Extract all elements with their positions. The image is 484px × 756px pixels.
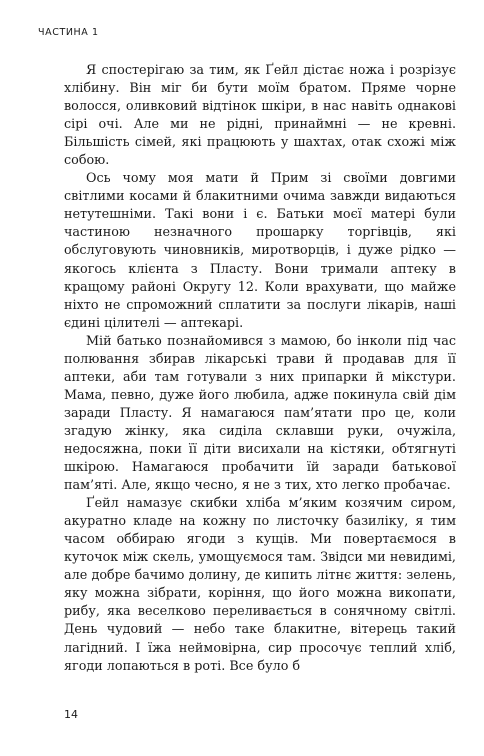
running-head: ЧАСТИНА 1 bbox=[38, 27, 99, 38]
paragraph-2: Ось чому моя мати й Прим зі своїми довгими світлими косами й блакитними очима завжди видаються нетутешніми. Такі вони і є. Батьки моєї матері були частиною незначного прошарку торгівців, які обслуговують чиновників, миротворців, і дуже рідко — якогось клієнта з Пласту. Вони тримали аптеку в кращому районі Округу 12. Коли врахувати, що майже ніхто не спроможний сплатити за послуги лікарів, наші єдині цілителі — аптекарі. bbox=[64, 171, 456, 331]
paragraph-3: Мій батько познайомився з мамою, бо інколи під час полювання збирав лікарські трави й продавав для її аптеки, аби там готували з них припарки й мікстури. Мама, певно, дуже його любила, адже покинула свій дім заради Пласту. Я намагаюся пам’ятати про це, коли згадую жінку, яка сиділа склавши руки, очужіла, недосяжна, поки її діти висихали на кістяки, обтягнуті шкірою. Намагаюся пробачити їй заради батькової пам’яті. Але, якщо чесно, я не з тих, хто легко пробачає. bbox=[64, 333, 456, 494]
paragraph-1: Я спостерігаю за тим, як Ґейл дістає ножа і розрізує хлібину. Він міг би бути моїм братом. Пряме чорне волосся, оливковий відтінок шкіри, в нас навіть однакові сірі очі. Але ми не рідні, принаймні — не кревні. Більшість сімей, які працюють у шахтах, отак схожі між собою. bbox=[64, 63, 456, 169]
body-text bbox=[64, 62, 456, 676]
paragraph-4: Ґейл намазує скибки хліба м’яким козячим сиром, акуратно кладе на кожну по листочку базиліку, я тим часом оббираю ягоди з кущів. Ми повертаємося в куточок між скель, умощуємося там. Звідси ми невидимі, але добре бачимо долину, де кипить літнє життя: зелень, яку можна зібрати, коріння, що його можна викопати, рибу, яка веселково переливається в сонячному світлі. День чудовий — небо таке блакитне, вітерець такий лагідний. І їжа неймовірна, сир просочує теплий хліб, ягоди лопаються в роті. Все було б bbox=[64, 496, 456, 674]
page-number: 14 bbox=[64, 708, 78, 721]
